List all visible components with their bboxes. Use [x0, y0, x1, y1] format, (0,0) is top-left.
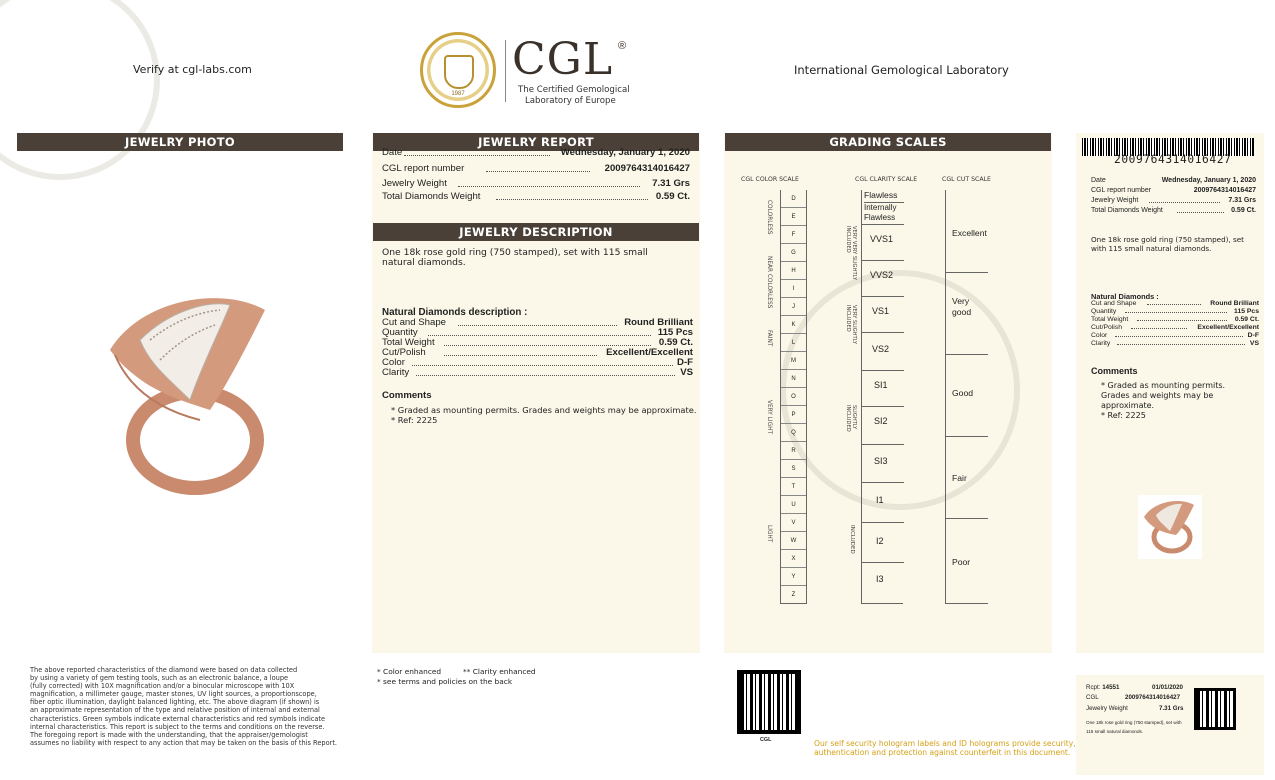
- side-clarity-value: VS: [1249, 340, 1259, 347]
- clarity-divider: [862, 332, 904, 333]
- clarity-group-label: VERY SLIGHTLY INCLUDED: [845, 305, 857, 345]
- color-grade: F: [781, 226, 806, 244]
- color-grade: V: [781, 514, 806, 532]
- side-comments-title: Comments: [1091, 366, 1138, 376]
- jewelry-photo-title: JEWELRY PHOTO: [17, 133, 343, 151]
- color-scale-title: CGL COLOR SCALE: [741, 176, 799, 183]
- leader-dots: [444, 348, 597, 356]
- cut-divider: [946, 272, 988, 273]
- clarity-scale-title: CGL CLARITY SCALE: [855, 176, 918, 183]
- clarity-divider: [862, 406, 904, 407]
- color-grade: E: [781, 208, 806, 226]
- clarity-grade: SI1: [874, 380, 888, 390]
- leader-dots: [1131, 324, 1187, 329]
- color-grade: J: [781, 298, 806, 316]
- seal-year: 1987: [451, 91, 465, 97]
- color-grade: N: [781, 370, 806, 388]
- side-description-2: with 115 small natural diamonds.: [1091, 244, 1212, 253]
- clarity-group-label: INCLUDED: [849, 525, 855, 554]
- comments-title: Comments: [382, 390, 432, 401]
- comment-1: * Graded as mounting permits. Grades and weights may be approximate.: [391, 405, 697, 415]
- report-number-label: CGL report number: [382, 163, 465, 174]
- comment-2: * Ref: 2225: [391, 415, 438, 425]
- disclaimer-line: The above reported characteristics of the diamond were based on data collected: [30, 666, 298, 674]
- side-number-value: 2009764314016427: [1193, 187, 1256, 194]
- clarity-grade: I3: [876, 574, 884, 584]
- color-grade: I: [781, 280, 806, 298]
- desc-cut-value: Round Brilliant: [624, 317, 693, 328]
- cut-divider: [946, 603, 988, 604]
- clarity-divider: [862, 562, 904, 563]
- rcpt-label: Rcpt:: [1086, 684, 1101, 691]
- clarity-group-label: SLIGHTLY INCLUDED: [845, 405, 857, 432]
- color-grade: T: [781, 478, 806, 496]
- cut-divider: [946, 354, 988, 355]
- clarity-group-label: VERY VERY SLIGHTLY INCLUDED: [845, 226, 857, 281]
- side-date-value: Wednesday, January 1, 2020: [1161, 177, 1256, 184]
- clarity-divider: [862, 482, 904, 483]
- side-row-weight: [1091, 197, 1256, 206]
- disclaimer-line: The foregoing report is made with the understanding, that the appraiser/gemologist: [30, 730, 308, 739]
- color-grade: S: [781, 460, 806, 478]
- clarity-grade: I2: [876, 536, 884, 546]
- leader-dots: [1147, 300, 1201, 305]
- report-number-value: 2009764314016427: [604, 163, 690, 174]
- clarity-grade: Internally Flawless: [864, 202, 904, 223]
- leader-dots: [1125, 308, 1227, 313]
- disclaimer-line: internal characteristics. This report is subject to the terms and conditions on the reverse.: [30, 722, 325, 731]
- desc-quantity-value: 115 Pcs: [657, 327, 693, 338]
- side-row-diamonds: [1091, 207, 1256, 216]
- logo-divider: [505, 40, 506, 102]
- id-card-date: 01/01/2020: [1152, 684, 1183, 691]
- side-quantity-label: Quantity: [1091, 308, 1117, 315]
- disclaimer: [30, 666, 338, 747]
- clarity-grade: VVS2: [870, 270, 894, 280]
- grading-scales-title: GRADING SCALES: [725, 133, 1051, 151]
- id-card-weight-label: Jewelry Weight: [1086, 705, 1128, 712]
- disclaimer-line: an approximate representation of the type and relative position of internal and external: [30, 706, 320, 715]
- verify-text[interactable]: Verify at cgl-labs.com: [133, 63, 252, 76]
- disclaimer-line: assumes no liability with respect to any action that may be taken on the basis of this Report.: [30, 738, 338, 747]
- desc-cut-polish-label: Cut/Polish: [382, 347, 426, 358]
- color-grade: U: [781, 496, 806, 514]
- clarity-divider: [862, 224, 904, 225]
- color-grade: Z: [791, 592, 796, 598]
- report-weight-label: Jewelry Weight: [382, 178, 447, 189]
- clarity-enhanced-note: ** Clarity enhanced: [463, 667, 536, 676]
- cut-scale: [945, 190, 987, 604]
- disclaimer-line: magnification, a millimeter gauge, master stones, UV light sources, a proportionscope,: [30, 690, 317, 699]
- color-grade: P: [781, 406, 806, 424]
- side-polish-label: Cut/Polish: [1091, 324, 1122, 331]
- clarity-divider: [862, 370, 904, 371]
- rcpt-value: 14551: [1102, 684, 1120, 691]
- clarity-divider: [862, 260, 904, 261]
- side-ring-thumbnail: [1138, 495, 1202, 559]
- id-card-rcpt: [1086, 684, 1119, 691]
- side-number-label: CGL report number: [1091, 187, 1152, 194]
- cut-grade: Very good: [952, 296, 972, 317]
- cut-scale-title: CGL CUT SCALE: [942, 176, 991, 183]
- side-cut-value: Round Brilliant: [1210, 300, 1259, 307]
- report-row-date: [382, 147, 690, 159]
- disclaimer-line: (fully corrected) with 10X magnification and/or a binocular microscope with 10X: [30, 682, 295, 691]
- ring-photo: [100, 280, 280, 500]
- side-date-label: Date: [1091, 177, 1106, 184]
- description-line-2: natural diamonds.: [382, 257, 466, 268]
- side-clarity-label: Clarity: [1091, 340, 1111, 347]
- security-line-2: authentication and protection against counterfeit in this document.: [814, 748, 1071, 757]
- color-scale: [780, 190, 807, 604]
- color-group-label: NEAR COLORLESS: [766, 256, 772, 309]
- side-polish-value: Excellent/Excellent: [1197, 324, 1259, 331]
- side-nrow-polish: [1091, 324, 1259, 332]
- side-quantity-value: 115 Pcs: [1234, 308, 1259, 315]
- clarity-divider: [862, 522, 904, 523]
- color-group-label: LIGHT: [766, 525, 772, 543]
- cut-grade: Fair: [952, 473, 967, 483]
- cut-divider: [946, 436, 988, 437]
- side-description-1: One 18k rose gold ring (750 stamped), set: [1091, 235, 1244, 244]
- side-row-date: [1091, 177, 1256, 186]
- id-card-qr-code[interactable]: [1194, 688, 1236, 730]
- color-grade: O: [781, 388, 806, 406]
- clarity-grade: SI3: [874, 456, 888, 466]
- color-grade: Y: [781, 568, 806, 586]
- color-group-label: COLORLESS: [766, 200, 772, 235]
- desc-color-value: D-F: [677, 357, 693, 368]
- report-row-number: [382, 163, 690, 175]
- desc-quantity-label: Quantity: [382, 327, 418, 338]
- registered-mark: ®: [618, 40, 627, 52]
- natural-diamonds-title: Natural Diamonds description :: [382, 307, 528, 318]
- qr-label: CGL: [760, 737, 772, 743]
- brand-subtitle-2: Laboratory of Europe: [525, 96, 616, 106]
- report-date-value: Wednesday, January 1, 2020: [560, 147, 690, 158]
- color-grade: Q: [781, 424, 806, 442]
- color-grade: D: [781, 190, 806, 208]
- side-comment-3: approximate.: [1101, 401, 1155, 410]
- side-color-label: Color: [1091, 332, 1108, 339]
- leader-dots: [428, 328, 651, 336]
- lab-name: International Gemological Laboratory: [794, 63, 1009, 77]
- verification-qr-code[interactable]: [737, 670, 801, 734]
- disclaimer-line: characteristics. Green symbols indicate external characteristics and red symbols indicate: [30, 714, 326, 723]
- desc-row-clarity: [382, 367, 693, 378]
- brand-name: CGL: [512, 34, 614, 85]
- jewelry-description-title: JEWELRY DESCRIPTION: [373, 223, 699, 241]
- desc-cut-polish-value: Excellent/Excellent: [606, 347, 693, 358]
- leader-dots: [444, 338, 651, 346]
- color-group-label: VERY LIGHT: [766, 400, 772, 434]
- id-card-desc-1: One 18k rose gold ring (750 stamped), set with: [1086, 720, 1182, 725]
- color-enhanced-note: * Color enhanced: [377, 667, 442, 676]
- barcode-number: 2009764314016427: [1114, 153, 1232, 166]
- desc-clarity-label: Clarity: [382, 367, 410, 378]
- clarity-grade: Flawless: [864, 190, 898, 200]
- side-comment-4: * Ref: 2225: [1101, 411, 1146, 420]
- id-card-weight: 7.31 Grs: [1159, 705, 1184, 712]
- desc-clarity-value: VS: [680, 367, 693, 378]
- report-row-weight: [382, 178, 690, 190]
- clarity-scale: [861, 190, 903, 604]
- color-grade: G: [781, 244, 806, 262]
- clarity-grade: VS1: [872, 306, 890, 316]
- leader-dots: [486, 164, 590, 172]
- id-card-desc-2: 115 small natural diamonds.: [1086, 729, 1144, 734]
- side-cut-label: Cut and Shape: [1091, 300, 1137, 307]
- id-card-number: 2009764314016427: [1125, 694, 1181, 701]
- side-nrow-clarity: [1091, 340, 1259, 348]
- leader-dots: [404, 148, 550, 156]
- cut-divider: [946, 518, 988, 519]
- side-nrow-color: [1091, 332, 1259, 340]
- leader-dots: [458, 179, 640, 187]
- side-comment-1: * Graded as mounting permits.: [1101, 381, 1226, 390]
- clarity-divider: [862, 296, 904, 297]
- leader-dots: [1137, 316, 1227, 321]
- leader-dots: [1177, 207, 1224, 213]
- side-natural-title: Natural Diamonds :: [1091, 292, 1159, 301]
- desc-color-label: Color: [382, 357, 405, 368]
- color-grade: K: [781, 316, 806, 334]
- leader-dots: [1115, 332, 1243, 337]
- clarity-grade: SI2: [874, 416, 888, 426]
- cgl-seal-logo: [420, 32, 496, 108]
- leader-dots: [496, 192, 648, 200]
- desc-total-weight-label: Total Weight: [382, 337, 435, 348]
- side-weight-value: 7.31 Grs: [1228, 197, 1256, 204]
- brand-subtitle-1: The Certified Gemological: [518, 85, 630, 95]
- side-nrow-cut: [1091, 300, 1259, 308]
- color-grade: H: [781, 262, 806, 280]
- side-nrow-quantity: [1091, 308, 1259, 316]
- leader-dots: [458, 318, 617, 326]
- report-row-diamonds: [382, 191, 690, 203]
- side-nrow-weight: [1091, 316, 1259, 324]
- cut-grade: Good: [952, 388, 974, 398]
- disclaimer-line: by using a variety of gem testing tools, such as an electronic balance, a loupe: [30, 674, 289, 683]
- side-color-value: D-F: [1247, 332, 1259, 339]
- leader-dots: [1117, 340, 1245, 345]
- clarity-grade: I1: [876, 495, 884, 505]
- desc-cut-label: Cut and Shape: [382, 317, 447, 328]
- leader-dots: [1149, 197, 1220, 203]
- corner-seal-watermark: [0, 0, 160, 180]
- report-diamonds-value: 0.59 Ct.: [655, 191, 690, 202]
- color-grade: L: [781, 334, 806, 352]
- color-grade: W: [781, 532, 806, 550]
- description-line-1: One 18k rose gold ring (750 stamped), set with 115 small: [382, 247, 648, 258]
- report-date-label: Date: [382, 147, 403, 158]
- report-diamonds-label: Total Diamonds Weight: [382, 191, 481, 202]
- leader-dots: [416, 368, 675, 376]
- desc-total-weight-value: 0.59 Ct.: [658, 337, 693, 348]
- disclaimer-line: fiber optic illumination, daylight balanced lighting, etc. The above diagram (if shown) is: [30, 698, 320, 707]
- side-weight-label: Jewelry Weight: [1091, 197, 1139, 204]
- color-grade: M: [781, 352, 806, 370]
- report-weight-value: 7.31 Grs: [652, 178, 690, 189]
- color-group-label: FAINT: [766, 330, 772, 347]
- see-terms-note[interactable]: * see terms and policies on the back: [377, 677, 513, 686]
- side-row-number: [1091, 187, 1256, 196]
- security-line-1: Our self security hologram labels and ID holograms provide security,: [814, 739, 1076, 748]
- color-grade: R: [781, 442, 806, 460]
- clarity-grade: VVS1: [870, 234, 894, 244]
- cut-grade: Poor: [952, 557, 971, 567]
- cut-grade: Excellent: [952, 228, 987, 238]
- color-grade: X: [781, 550, 806, 568]
- jewelry-report-title: JEWELRY REPORT: [373, 133, 699, 151]
- leader-dots: [412, 358, 673, 366]
- side-comment-2: Grades and weights may be: [1101, 391, 1214, 400]
- side-total-weight-value: 0.59 Ct.: [1234, 316, 1259, 323]
- clarity-divider: [862, 444, 904, 445]
- id-card-cgl-label: CGL: [1086, 694, 1099, 701]
- clarity-grade: VS2: [872, 344, 890, 354]
- side-diamonds-label: Total Diamonds Weight: [1091, 207, 1163, 214]
- side-total-weight-label: Total Weight: [1091, 316, 1129, 323]
- side-diamonds-value: 0.59 Ct.: [1231, 207, 1256, 214]
